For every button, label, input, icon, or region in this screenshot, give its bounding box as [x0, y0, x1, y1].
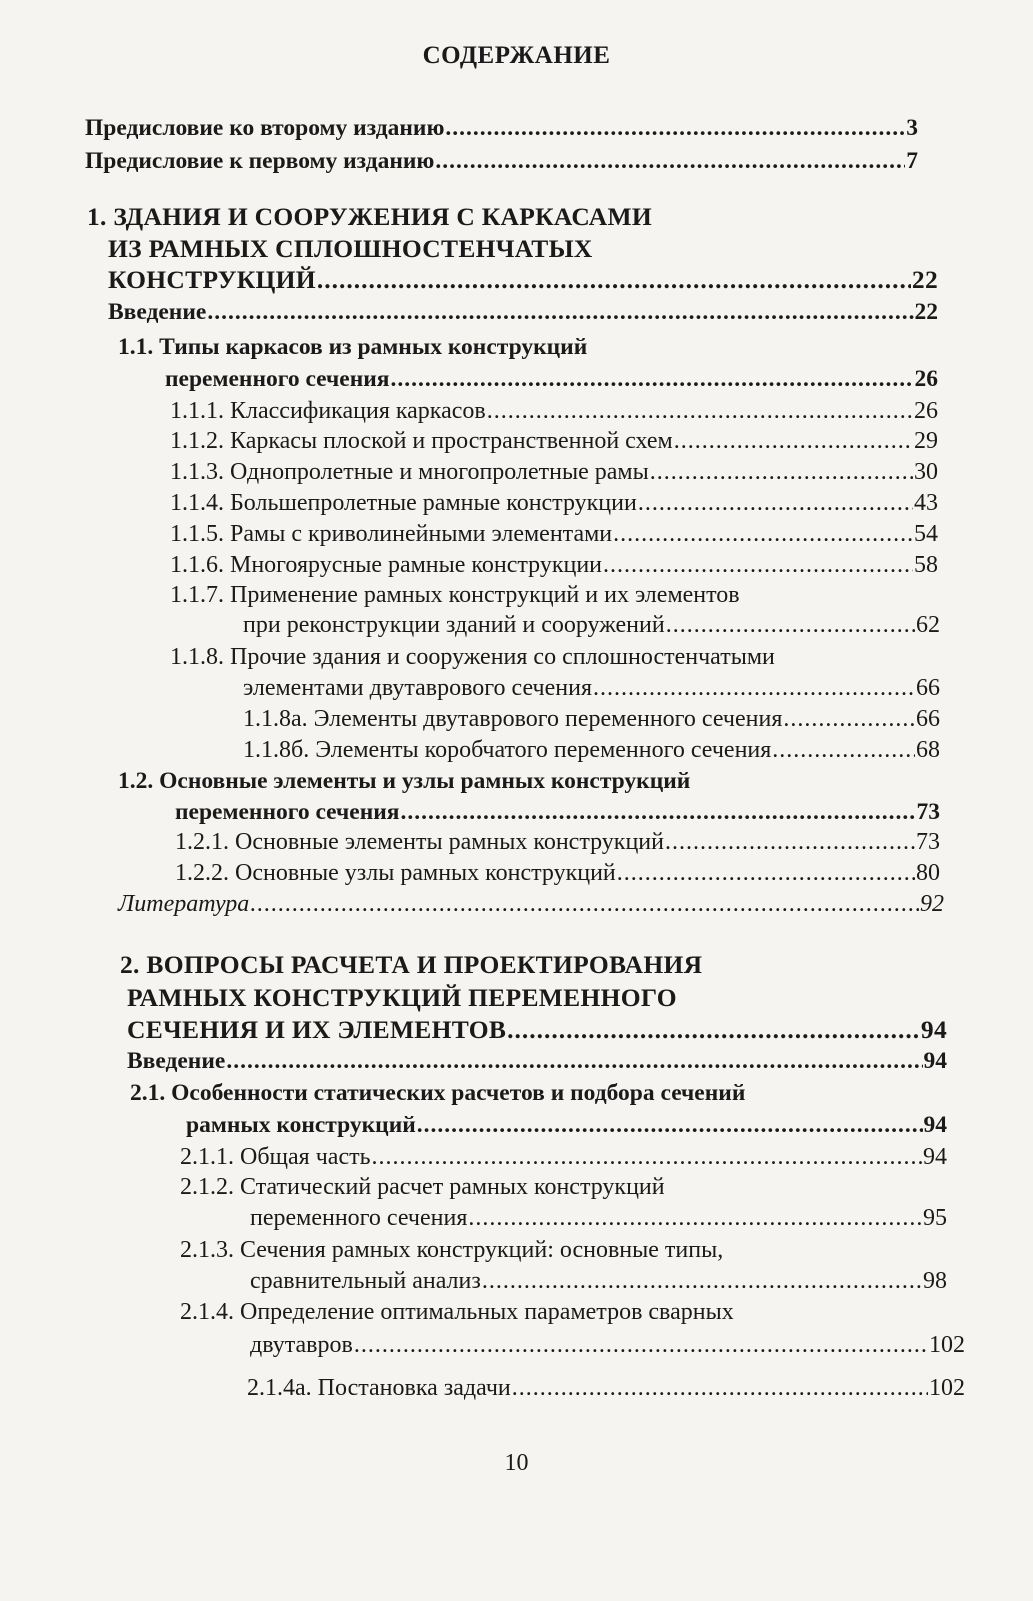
leader-dots — [317, 265, 911, 295]
toc-entry — [108, 265, 938, 295]
toc-entry-title: 1.1.8а. Элементы двутаврового переменного сечения — [243, 706, 783, 732]
toc-entry-title: 1.1.8. Прочие здания и сооружения со сплошностенчатыми — [170, 644, 775, 670]
toc-entry — [250, 1330, 965, 1360]
toc-entry-page: 98 — [923, 1268, 947, 1294]
toc-entry-page: 7 — [906, 148, 918, 174]
toc-entry — [118, 889, 944, 919]
toc-entry-page: 66 — [916, 675, 940, 701]
leader-dots — [783, 704, 915, 734]
leader-dots — [512, 1373, 928, 1403]
toc-entry-page: 95 — [923, 1205, 947, 1231]
toc-entry — [175, 797, 940, 827]
section-heading: 2.1. Особенности статических расчетов и подбора сечений — [130, 1080, 746, 1106]
toc-entry-title: 1.1.8б. Элементы коробчатого переменного сечения — [243, 737, 772, 763]
toc-entry — [243, 735, 940, 765]
toc-entry-title: Введение — [108, 299, 207, 325]
toc-entry-title: 2.1.4. Определение оптимальных параметров сварных — [180, 1299, 734, 1325]
leader-dots — [354, 1330, 928, 1360]
chapter-heading: 2. ВОПРОСЫ РАСЧЕТА И ПРОЕКТИРОВАНИЯ — [120, 950, 703, 979]
leader-dots — [650, 457, 913, 487]
toc-entry-title: переменного сечения — [165, 366, 390, 392]
leader-dots — [617, 858, 915, 888]
page-title: СОДЕРЖАНИЕ — [422, 42, 611, 69]
toc-entry-title: Введение — [127, 1048, 226, 1074]
toc-entry-title: 2.1.4а. Постановка задачи — [247, 1375, 511, 1401]
page-number: 10 — [504, 1450, 529, 1476]
toc-entry-page: 22 — [911, 265, 938, 294]
toc-entry — [175, 827, 940, 857]
toc-entry-page: 54 — [914, 521, 938, 547]
chapter-heading: 1. ЗДАНИЯ И СООРУЖЕНИЯ С КАРКАСАМИ — [87, 202, 653, 231]
toc-entry-title: 2.1.3. Сечения рамных конструкций: основные типы, — [180, 1237, 724, 1263]
toc-entry-page: 68 — [916, 737, 940, 763]
toc-entry — [170, 550, 938, 580]
toc-entry — [170, 396, 938, 426]
leader-dots — [391, 364, 914, 394]
toc-entry-title: 2.1.1. Общая часть — [180, 1144, 371, 1170]
toc-entry-title: элементами двутаврового сечения — [243, 675, 592, 701]
toc-entry-page: 73 — [916, 829, 940, 855]
toc-entry-page: 26 — [914, 398, 938, 424]
leader-dots — [417, 1110, 923, 1140]
toc-entry-title: 1.1.3. Однопролетные и многопролетные рамы — [170, 459, 649, 485]
leader-dots — [674, 426, 913, 456]
leader-dots — [468, 1203, 922, 1233]
toc-entry — [180, 1142, 947, 1172]
toc-entry — [186, 1110, 947, 1140]
leader-dots — [593, 673, 915, 703]
toc-entry-page: 43 — [914, 490, 938, 516]
toc-entry-title: рамных конструкций — [186, 1112, 416, 1138]
toc-entry-title: двутавров — [250, 1332, 353, 1358]
toc-entry-page: 94 — [923, 1048, 947, 1074]
toc-entry-title: 1.1.6. Многоярусные рамные конструкции — [170, 552, 603, 578]
toc-entry-title: 1.2.2. Основные узлы рамных конструкций — [175, 860, 616, 886]
toc-entry-page: 62 — [916, 612, 940, 638]
toc-entry-page: 80 — [916, 860, 940, 886]
toc-entry — [243, 610, 940, 640]
toc-entry-title: сравнительный анализ — [250, 1268, 481, 1294]
toc-entry-title: КОНСТРУКЦИЙ — [108, 265, 316, 294]
toc-entry-page: 26 — [914, 366, 938, 392]
leader-dots — [207, 297, 913, 327]
toc-entry-page: 29 — [914, 428, 938, 454]
toc-entry — [170, 426, 938, 456]
toc-entry — [170, 519, 938, 549]
toc-entry-page: 66 — [916, 706, 940, 732]
toc-entry-title: 1.1.4. Большепролетные рамные конструкции — [170, 490, 637, 516]
toc-entry-page: 73 — [916, 799, 940, 825]
toc-entry-page: 94 — [923, 1112, 947, 1138]
toc-entry-page: 102 — [929, 1332, 965, 1358]
toc-entry-title: переменного сечения — [175, 799, 400, 825]
leader-dots — [435, 146, 905, 176]
leader-dots — [603, 550, 913, 580]
toc-entry — [170, 457, 938, 487]
toc-entry — [243, 704, 940, 734]
chapter-heading: ИЗ РАМНЫХ СПЛОШНОСТЕНЧАТЫХ — [108, 234, 593, 263]
toc-entry — [250, 1266, 947, 1296]
toc-entry-page: 22 — [914, 299, 938, 325]
toc-entry-title: 1.1.1. Классификация каркасов — [170, 398, 486, 424]
section-heading: 1.2. Основные элементы и узлы рамных конструкций — [118, 768, 691, 794]
toc-entry-title: Предисловие ко второму изданию — [85, 115, 445, 141]
toc-entry-title: 2.1.2. Статический расчет рамных конструкций — [180, 1174, 665, 1200]
leader-dots — [638, 488, 913, 518]
toc-entry — [243, 673, 940, 703]
leader-dots — [487, 396, 913, 426]
toc-entry — [247, 1373, 965, 1403]
toc-entry — [127, 1015, 947, 1045]
toc-entry-title: Литература — [118, 891, 250, 917]
leader-dots — [250, 889, 919, 919]
toc-entry — [165, 364, 938, 394]
section-heading: 1.1. Типы каркасов из рамных конструкций — [118, 334, 588, 360]
toc-entry — [250, 1203, 947, 1233]
toc-entry-title: 1.1.5. Рамы с криволинейными элементами — [170, 521, 613, 547]
leader-dots — [507, 1015, 920, 1045]
toc-entry-page: 102 — [929, 1375, 965, 1401]
toc-entry-page: 3 — [906, 115, 918, 141]
chapter-heading: РАМНЫХ КОНСТРУКЦИЙ ПЕРЕМЕННОГО — [127, 983, 677, 1012]
toc-entry-title: 1.2.1. Основные элементы рамных конструкций — [175, 829, 664, 855]
leader-dots — [665, 827, 915, 857]
leader-dots — [226, 1046, 922, 1076]
toc-entry-page: 94 — [920, 1015, 947, 1044]
toc-entry — [175, 858, 940, 888]
leader-dots — [445, 113, 905, 143]
toc-entry-page: 30 — [914, 459, 938, 485]
toc-entry-title: Предисловие к первому изданию — [85, 148, 435, 174]
toc-entry-title: 1.1.7. Применение рамных конструкций и их элементов — [170, 582, 740, 608]
toc-entry — [85, 146, 918, 176]
toc-entry-title: 1.1.2. Каркасы плоской и пространственной схем — [170, 428, 673, 454]
toc-entry-title: при реконструкции зданий и сооружений — [243, 612, 665, 638]
toc-entry-page: 92 — [920, 891, 944, 917]
leader-dots — [401, 797, 916, 827]
toc-entry-title: СЕЧЕНИЯ И ИХ ЭЛЕМЕНТОВ — [127, 1015, 507, 1044]
leader-dots — [666, 610, 915, 640]
toc-entry — [85, 113, 918, 143]
leader-dots — [482, 1266, 922, 1296]
toc-entry-title: переменного сечения — [250, 1205, 468, 1231]
leader-dots — [772, 735, 915, 765]
toc-entry — [108, 297, 938, 327]
leader-dots — [372, 1142, 922, 1172]
toc-entry — [170, 488, 938, 518]
toc-entry — [127, 1046, 947, 1076]
toc-entry-page: 94 — [923, 1144, 947, 1170]
leader-dots — [613, 519, 913, 549]
toc-entry-page: 58 — [914, 552, 938, 578]
